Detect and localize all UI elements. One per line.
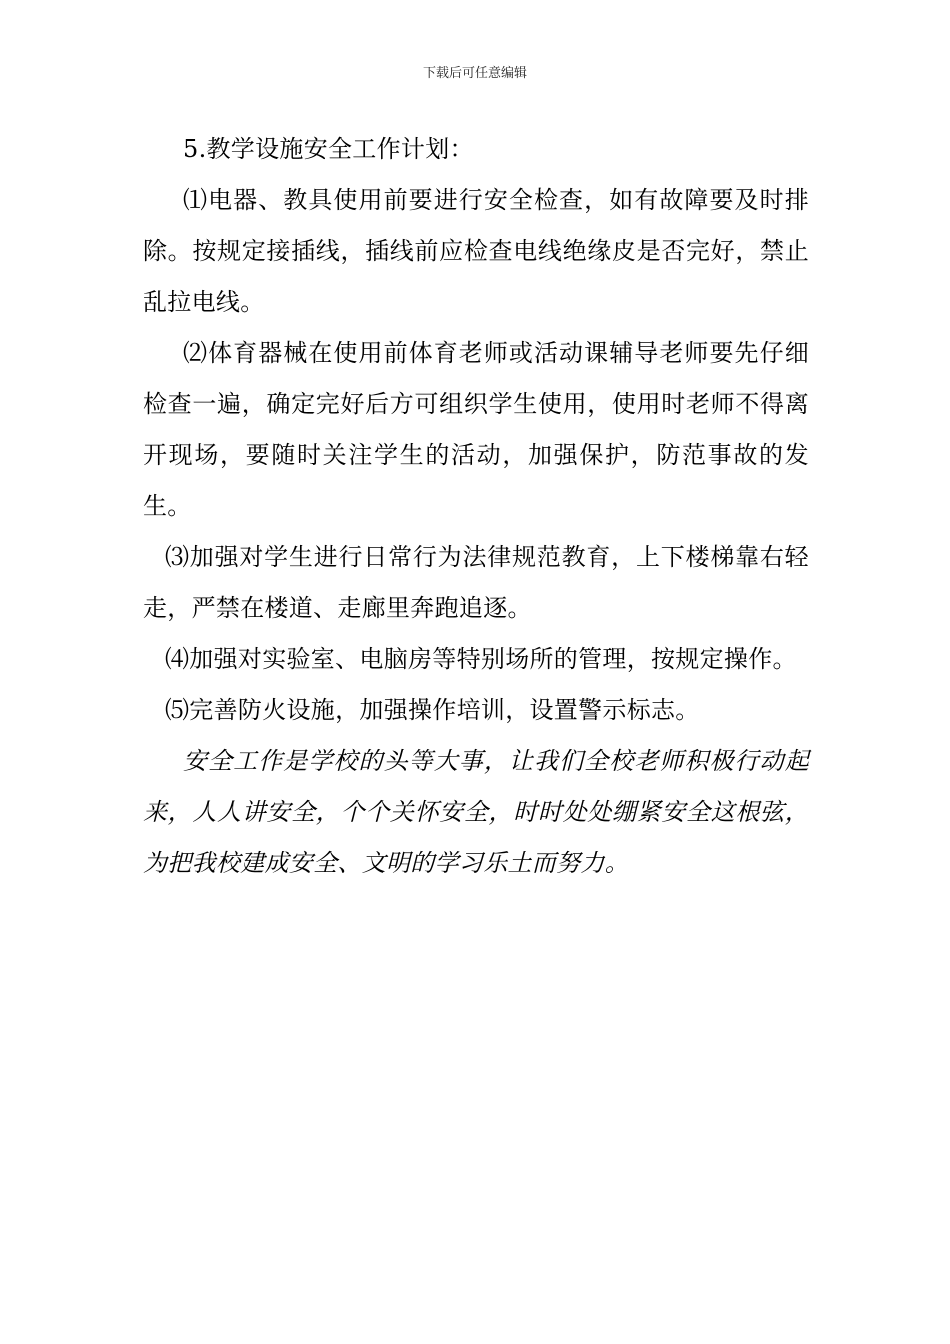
- page-header-note: 下载后可任意编辑: [422, 66, 527, 81]
- list-item-3: ⑶加强对学生进行日常行为法律规范教育，上下楼梯靠右轻走，严禁在楼道、走廊里奔跑追逐。: [143, 543, 809, 622]
- document-body: [143, 124, 809, 889]
- list-item-4: ⑷加强对实验室、电脑房等特别场所的管理，按规定操作。: [165, 645, 797, 673]
- closing-paragraph: 安全工作是学校的头等大事，让我们全校老师积极行动起来，人人讲安全，个个关怀安全，时时处处绷紧安全这根弦，为把我校建成安全、文明的学习乐土而努力。: [143, 747, 809, 877]
- section-heading: 5.教学设施安全工作计划：: [183, 135, 474, 163]
- list-item-5: ⑸完善防火设施，加强操作培训，设置警示标志。: [165, 696, 700, 724]
- list-item-1: ⑴电器、教具使用前要进行安全检查，如有故障要及时排除。按规定接插线，插线前应检查电线绝缘皮是否完好，禁止乱拉电线。: [143, 186, 809, 316]
- list-item-2: ⑵体育器械在使用前体育老师或活动课辅导老师要先仔细检查一遍，确定完好后方可组织学生使用，使用时老师不得离开现场，要随时关注学生的活动，加强保护，防范事故的发生。: [143, 339, 809, 520]
